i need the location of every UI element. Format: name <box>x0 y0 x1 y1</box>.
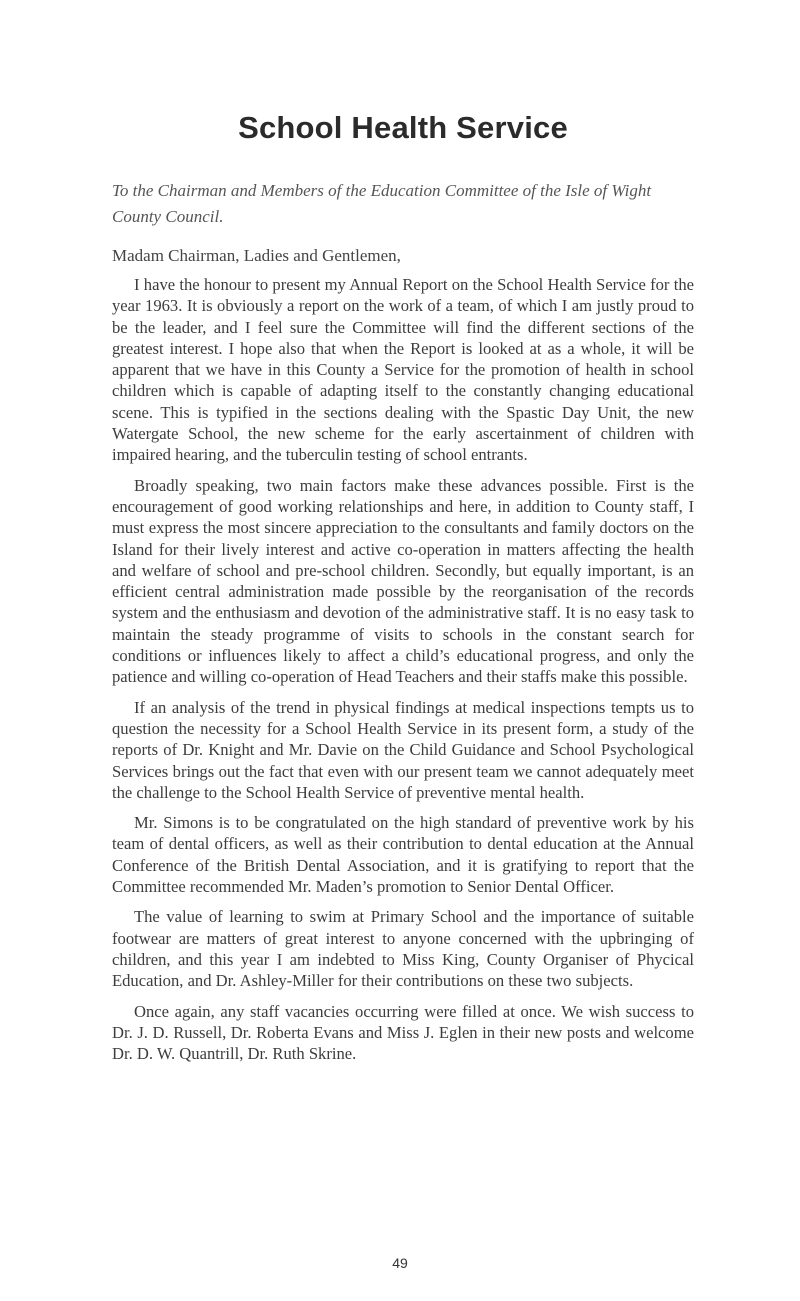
paragraph-1: I have the honour to present my Annual Report on the School Health Service for the year 1963. It is obviously a report on the work of a team, of which I am justly proud to be the leader, and I feel sure the Committee will find the different sections of the greatest interest. I hope also that when the Report is looked at as a whole, it will be apparent that we have in this County a Service for the promotion of health in school children which is capable of adapting itself to the constantly changing educational scene. This is typified in the sections dealing with the Spastic Day Unit, the new Watergate School, the new scheme for the early ascertainment of children with impaired hearing, and the tuberculin testing of school entrants. <box>112 275 694 465</box>
paragraph-3: If an analysis of the trend in physical findings at medical inspections tempts us to question the necessity for a School Health Service in its present form, a study of the reports of Dr. Knight and Mr. Davie on the Child Guidance and School Psychological Services brings out the fact that even with our present team we cannot adequately meet the challenge to the School Health Service of preventive mental health. <box>112 697 694 802</box>
paragraph-5: The value of learning to swim at Primary School and the importance of suitable footwear are matters of great interest to anyone concerned with the upbringing of children, and this year I am indebted to Miss King, County Organiser of Phycical Education, and Dr. Ashley-Miller for their contributions on these two subjects. <box>112 907 694 991</box>
salutation: Madam Chairman, Ladies and Gentlemen, <box>112 246 401 265</box>
paragraph-4: Mr. Simons is to be congratulated on the high standard of preventive work by his team of dental officers, as well as their contribution to dental education at the Annual Conference of the British Dental Association, and it is gratifying to report that the Committee recommended Mr. Maden’s promotion to Senior Dental Officer. <box>112 813 694 897</box>
page-title: School Health Service <box>238 110 568 145</box>
paragraph-2: Broadly speaking, two main factors make these advances possible. First is the encouragement of good working relationships and here, in addition to County staff, I must express the most sincere appreciation to the consultants and family doctors on the Island for their lively interest and active co-operation in matters affecting the health and welfare of school and pre-school children. Secondly, but equally important, is an efficient central administration made possible by the reorganisation of the records system and the enthusiasm and devotion of the administrative staff. It is no easy task to maintain the steady programme of visits to schools in the constant search for conditions or influences likely to affect a child’s educational progress, and only the patience and willing co-operation of Head Teachers and their staffs make this possible. <box>112 475 694 687</box>
address-line: To the Chairman and Members of the Education Committee of the Isle of Wight County Council. <box>112 181 652 226</box>
page-number: 49 <box>392 1255 408 1271</box>
paragraph-6: Once again, any staff vacancies occurring were filled at once. We wish success to Dr. J. D. Russell, Dr. Roberta Evans and Miss J. Eglen in their new posts and welcome Dr. D. W. Quantrill, Dr. Ruth Skrine. <box>112 1001 694 1064</box>
document-page <box>112 110 694 1073</box>
